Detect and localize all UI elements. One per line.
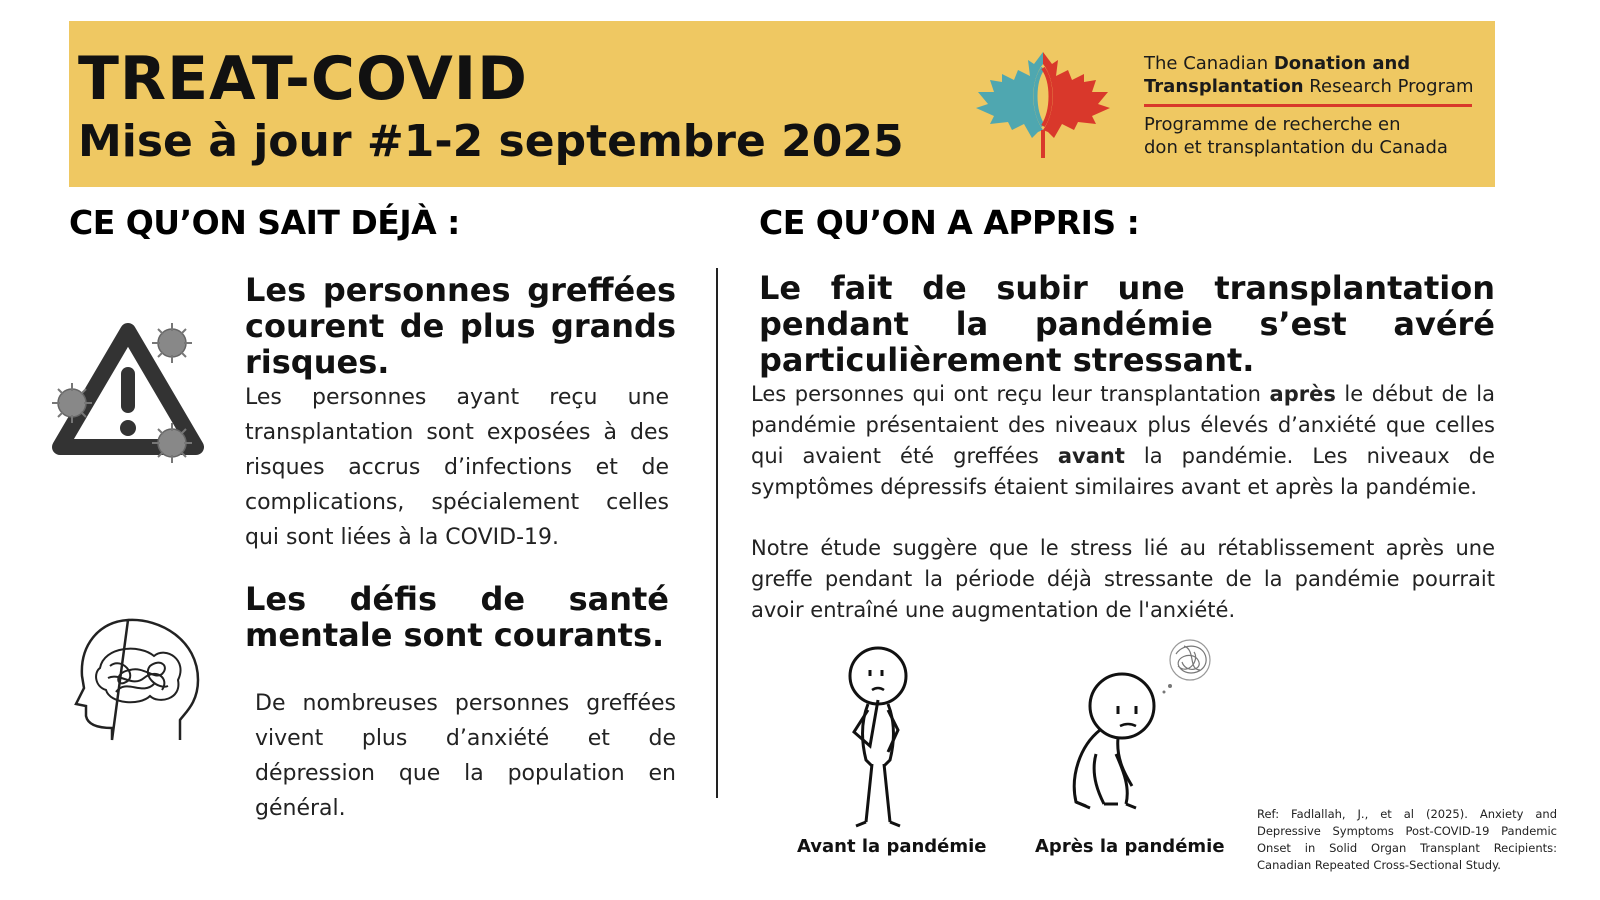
column-divider <box>716 268 718 798</box>
tangled-brain-icon <box>70 616 204 742</box>
org-name-french: Programme de recherche en don et transplantation du Canada <box>1144 114 1448 158</box>
caption-after-pandemic: Après la pandémie <box>1035 836 1225 857</box>
reference-citation: Ref: Fadlallah, J., et al (2025). Anxiety and Depressive Symptoms Post-COVID-19 Pandemic Onset in Solid Organ Transplant Recipients: Canadian Repeated Cross-Sectional Study. <box>1257 807 1557 872</box>
finding-heading: Le fait de subir une transplantation pendant la pandémie s’est avéré particulièrement stressant. <box>759 269 1495 379</box>
anxious-person-icon <box>1060 636 1224 814</box>
thinking-person-icon <box>836 644 920 832</box>
mental-health-heading: Les défis de santé mentale sont courants. <box>245 580 669 654</box>
right-section-heading: CE QU’ON A APPRIS : <box>759 203 1140 242</box>
caption-before-pandemic: Avant la pandémie <box>797 836 987 857</box>
warning-virus-icon <box>44 315 204 465</box>
left-section-heading: CE QU’ON SAIT DÉJÀ : <box>69 203 460 242</box>
finding-paragraph-1: Les personnes qui ont reçu leur transplantation après le début de la pandémie présentaient des niveaux plus élevés d’anxiété que celles qui avaient été greffées avant la pandémie. Les niveaux de symptômes dépressifs étaient similaires avant et après la pandémie. <box>751 382 1495 499</box>
page-subtitle: Mise à jour #1-2 septembre 2025 <box>78 116 904 167</box>
page-title: TREAT-COVID <box>78 44 528 114</box>
maple-leaf-logo-icon <box>968 46 1118 162</box>
mental-health-body: De nombreuses personnes greffées vivent plus d’anxiété et de dépression que la population en général. <box>255 691 676 821</box>
org-name-english: The Canadian Donation and Transplantation Research Program <box>1144 53 1474 97</box>
org-divider-rule <box>1144 104 1472 107</box>
finding-paragraph-2: Notre étude suggère que le stress lié au rétablissement après une greffe pendant la période déjà stressante de la pandémie pourrait avoir entraîné une augmentation de l'anxiété. <box>751 536 1495 622</box>
risk-body: Les personnes ayant reçu une transplantation sont exposées à des risques accrus d’infections et de complications, spécialement celles qui sont liées à la COVID-19. <box>245 385 669 550</box>
risk-heading: Les personnes greffées courent de plus grands risques. <box>245 271 676 381</box>
